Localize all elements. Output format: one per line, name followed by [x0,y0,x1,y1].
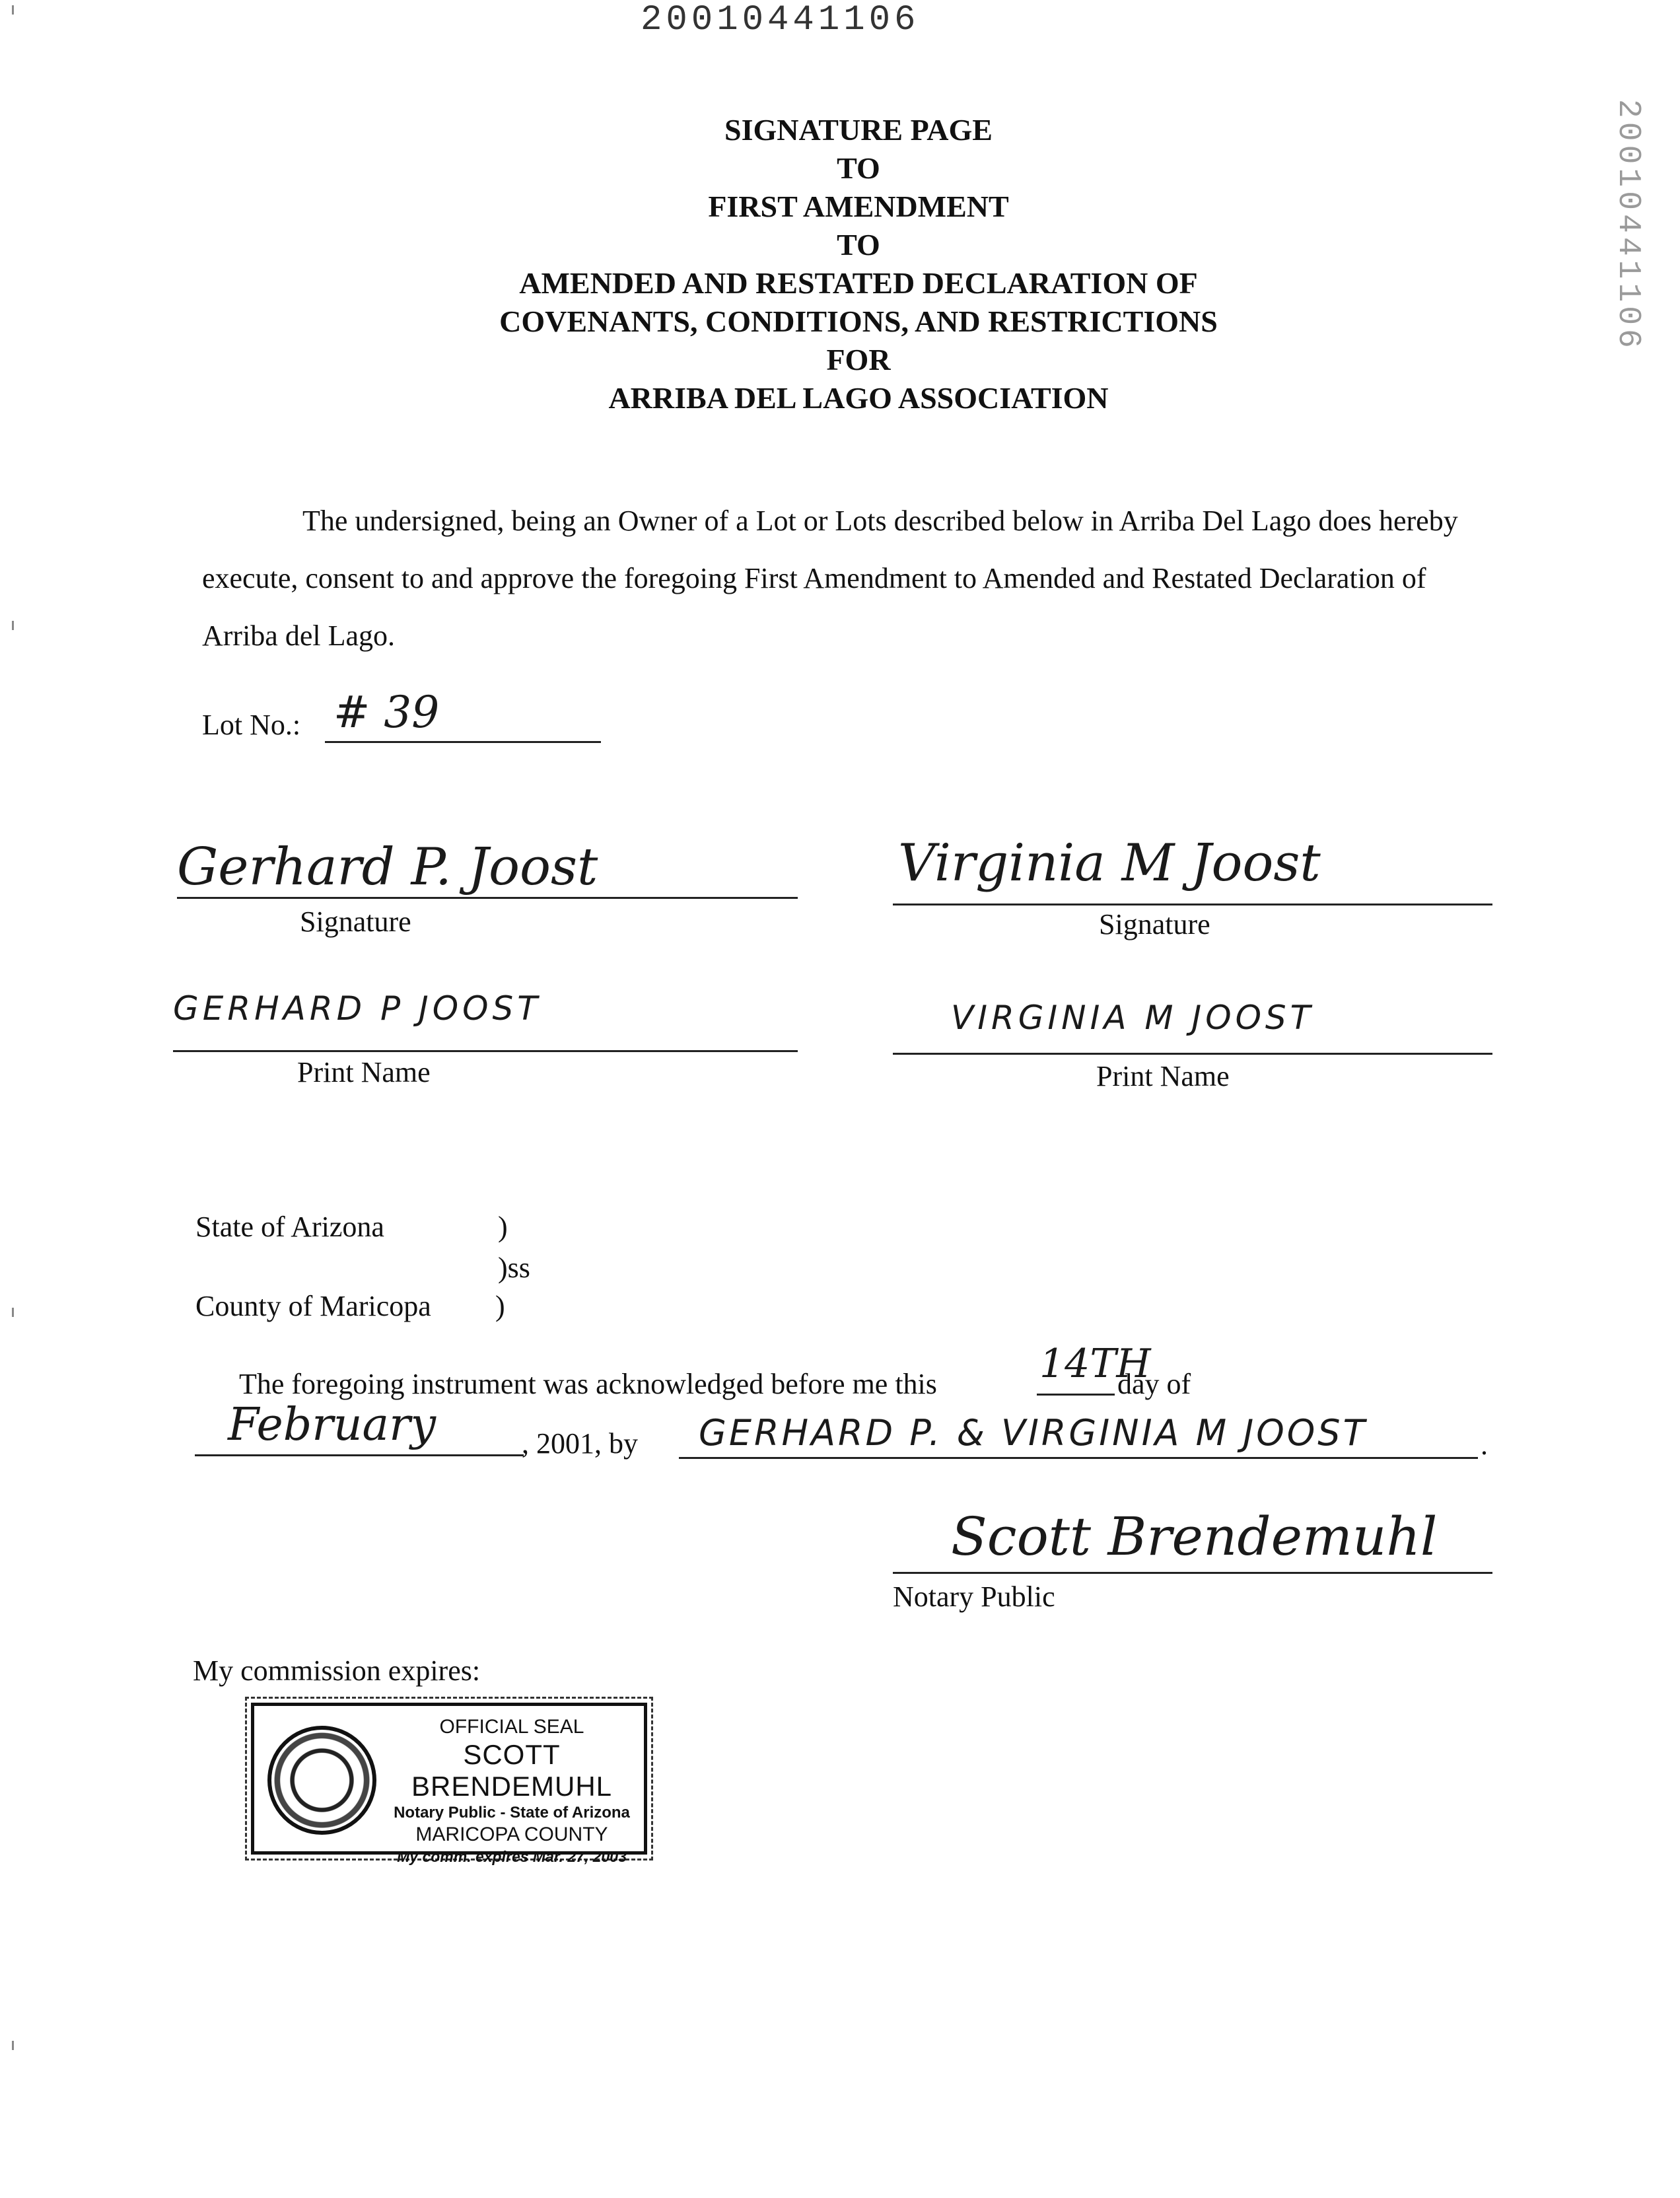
print-name-right: VIRGINIA M JOOST [951,999,1315,1037]
ack-text-2: day of [1117,1368,1191,1400]
print-name-left: GERHARD P JOOST [173,989,542,1028]
title-line: AMENDED AND RESTATED DECLARATION OF [519,266,1198,300]
notary-label: Notary Public [893,1580,1055,1613]
print-name-label-right: Print Name [1096,1060,1230,1092]
seal-line: OFFICIAL SEAL [439,1716,584,1738]
owner-signature-right: Virginia M Joost [898,833,1321,893]
title-line: TO [837,151,880,185]
ack-period: . [1481,1429,1488,1461]
title-line: SIGNATURE PAGE [724,113,993,147]
title-line: FOR [826,343,891,376]
print-name-line-left [173,1050,798,1052]
consent-paragraph: The undersigned, being an Owner of a Lot or Lots described below in Arriba Del Lago does hereby execute, consent to and approve the foregoing First Amendment to Amended and Restated Declaration of Arriba del Lago. [202,505,1458,652]
scan-mark [12,2041,14,2050]
title-line: ARRIBA DEL LAGO ASSOCIATION [608,381,1109,415]
ack-month: February [228,1399,436,1451]
venue-paren-close: ) [495,1290,505,1322]
seal-line: Notary Public - State of Arizona [394,1804,630,1822]
signature-label-right: Signature [1099,908,1210,940]
title-line: TO [837,228,880,262]
title-line: COVENANTS, CONDITIONS, AND RESTRICTIONS [499,304,1218,338]
owner-signature-left: Gerhard P. Joost [177,837,598,897]
venue-paren-open: ) [498,1211,508,1243]
notary-signature-line [893,1572,1492,1574]
notary-seal [251,1703,647,1865]
ack-day-line [1037,1394,1115,1396]
arizona-seal-icon [267,1726,376,1835]
seal-notary-name: SCOTT BRENDEMUHL [411,1739,613,1802]
commission-label: My commission expires: [193,1654,481,1687]
signature-label-left: Signature [300,905,411,938]
lot-label: Lot No.: [202,709,301,741]
venue-state: State of Arizona [195,1211,384,1243]
signature-line-right [893,904,1492,905]
ack-names: GERHARD P. & VIRGINIA M JOOST [699,1412,1368,1454]
document-number: 20010441106 [641,0,920,40]
ack-month-line [195,1454,524,1456]
print-name-line-right [893,1053,1492,1055]
venue-county: County of Maricopa [195,1290,431,1322]
ack-text-1: The foregoing instrument was acknowledged before me this [239,1368,937,1400]
signature-line-left [177,897,798,899]
seal-county: MARICOPA COUNTY [415,1824,608,1845]
scan-mark [12,621,14,630]
venue-ss: )ss [498,1252,530,1284]
seal-expiry: My comm. expires Mar. 27, 2003 [397,1848,627,1865]
notary-signature: Scott Brendemuhl [951,1506,1438,1567]
ack-names-line [679,1457,1478,1459]
document-title [396,111,1321,417]
print-name-label-left: Print Name [297,1056,431,1088]
ack-day: 14TH [1039,1341,1151,1387]
scan-mark [12,5,14,15]
lot-value: # 39 [333,687,440,738]
title-line: FIRST AMENDMENT [708,190,1009,223]
ack-year-text: , 2001, by [522,1427,638,1460]
lot-line [325,741,601,743]
seal-text [380,1715,644,1867]
side-stamp: 20010441106 [1610,99,1646,352]
scan-mark [12,1308,14,1317]
